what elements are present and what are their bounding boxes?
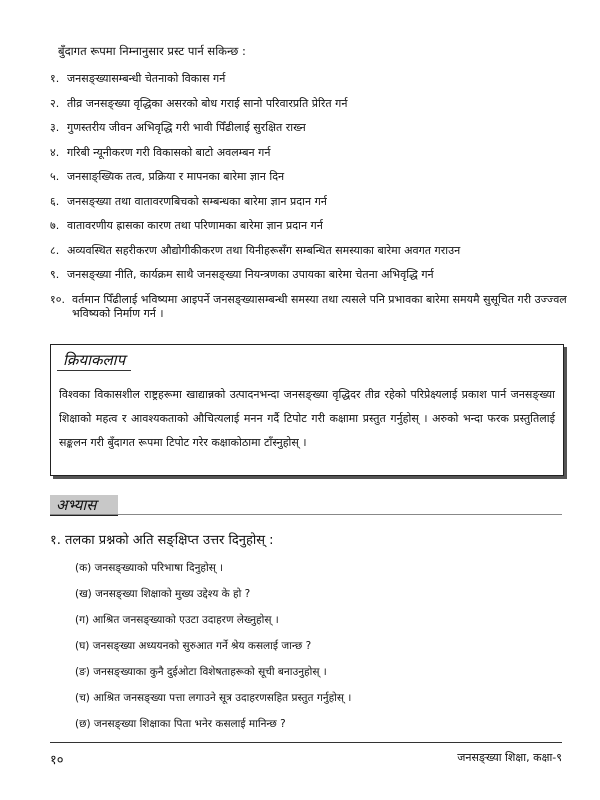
list-item: (ङ) जनसङ्ख्याका कुनै दुईओटा विशेषताहरूको सूची बनाउनुहोस् । bbox=[75, 666, 327, 678]
list-item: १०. वर्तमान पिँढीलाई भविष्यमा आइपर्ने जनसङ्ख्यासम्बन्धी समस्या तथा त्यसले पनि प्रभावका बारेमा समयमै सुसूचित गरी उज्ज्वल भविष्यको निर्माण गर्न । bbox=[50, 292, 567, 320]
footer-divider bbox=[50, 742, 562, 743]
list-item: ९. जनसङ्ख्या नीति, कार्यक्रम साथै जनसङ्ख्या नियन्त्रणका उपायका बारेमा चेतना अभिवृद्धि गर्न bbox=[50, 268, 434, 281]
activity-heading: क्रियाकलाप bbox=[57, 350, 131, 371]
exercise-question: १. तलका प्रश्नको अति सङ्क्षिप्त उत्तर दिनुहोस् : bbox=[50, 533, 274, 548]
page-number: १० bbox=[50, 753, 64, 768]
exercise-heading: अभ्यास bbox=[50, 495, 118, 516]
list-item: (ख) जनसङ्ख्या शिक्षाको मुख्य उद्देश्य के हो ? bbox=[75, 588, 251, 600]
activity-body: विश्वका विकासशील राष्ट्रहरूमा खाद्यान्नको उत्पादनभन्दा जनसङ्ख्या वृद्धिदर तीव्र रहेको परिप्रेक्ष्यलाई प्रकाश पार्न जनसङ्ख्या शिक्षाको महत्व र आवश्यकताको औचित्यलाई मनन गर्दै टिपोट गरी कक्षामा प्रस्तुत गर्नुहोस् । अरुको भन्दा फरक प्रस्तुतिलाई सङ्कलन गरी बुँदागत रूपमा टिपोट गरेर कक्षाकोठामा टाँस्नुहोस् । bbox=[59, 388, 555, 449]
activity-box bbox=[50, 344, 564, 476]
list-item: ६. जनसङ्ख्या तथा वातावरणबिचको सम्बन्धका बारेमा ज्ञान प्रदान गर्न bbox=[50, 194, 327, 208]
list-item: ५. जनसाङ्ख्यिक तत्व, प्रक्रिया र मापनका बारेमा ज्ञान दिन bbox=[50, 170, 285, 183]
list-item: (ग) आश्रित जनसङ्ख्याको एउटा उदाहरण लेख्नुहोस् । bbox=[75, 614, 279, 626]
objective-list bbox=[50, 72, 570, 331]
list-item: ४. गरिबी न्यूनीकरण गरी विकासको बाटो अवलम्बन गर्न bbox=[50, 145, 271, 159]
list-item: ८. अव्यवस्थित सहरीकरण औद्योगीकीकरण तथा यिनीहरूसँग सम्बन्धित समस्याका बारेमा अवगत गराउन bbox=[50, 243, 461, 257]
intro-text: बुँदागत रूपमा निम्नानुसार प्रस्ट पार्न सकिन्छ : bbox=[58, 44, 246, 58]
list-item: (घ) जनसङ्ख्या अध्ययनको सुरुआत गर्ने श्रेय कसलाई जान्छ ? bbox=[75, 640, 312, 652]
subquestion-list bbox=[75, 561, 555, 743]
list-item: ७. वातावरणीय ह्रासका कारण तथा परिणामका बारेमा ज्ञान प्रदान गर्न bbox=[50, 219, 323, 232]
list-item: १. जनसङ्ख्यासम्बन्धी चेतनाको विकास गर्न bbox=[50, 72, 226, 85]
list-item: २. तीव्र जनसङ्ख्या वृद्धिका असरको बोध गराई सानो परिवारप्रति प्रेरित गर्न bbox=[50, 96, 348, 110]
list-item: (क) जनसङ्ख्याको परिभाषा दिनुहोस् । bbox=[75, 562, 224, 574]
list-item: ३. गुणस्तरीय जीवन अभिवृद्धि गरी भावी पिँढीलाई सुरक्षित राख्न bbox=[50, 121, 306, 134]
exercise-divider bbox=[50, 514, 562, 515]
list-item: (छ) जनसङ्ख्या शिक्षाका पिता भनेर कसलाई मानिन्छ ? bbox=[75, 718, 286, 730]
list-item: (च) आश्रित जनसङ्ख्या पत्ता लगाउने सूत्र उदाहरणसहित प्रस्तुत गर्नुहोस् । bbox=[75, 692, 352, 704]
footer-title: जनसङ्ख्या शिक्षा, कक्षा-९ bbox=[457, 751, 562, 764]
